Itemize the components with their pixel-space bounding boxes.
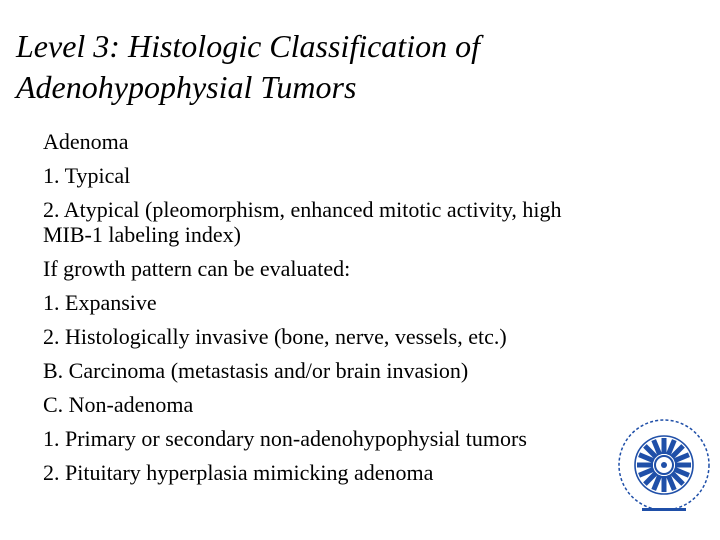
list-item-growth-pattern: If growth pattern can be evaluated: — [43, 255, 351, 281]
slide-title — [16, 26, 696, 108]
list-item-carcinoma: B. Carcinoma (metastasis and/or brain invasion) — [43, 357, 469, 383]
title-line-1: Level 3: Histologic Classification of — [16, 28, 480, 64]
list-item-invasive: 2. Histologically invasive (bone, nerve, vessels, etc.) — [43, 323, 507, 349]
classification-list — [43, 130, 673, 495]
list-item-expansive: 1. Expansive — [43, 289, 157, 315]
list-item-hyperplasia: 2. Pituitary hyperplasia mimicking adenoma — [43, 459, 434, 485]
title-line-2: Adenohypophysial Tumors — [16, 69, 357, 105]
list-item-typical: 1. Typical — [43, 163, 131, 188]
list-item-atypical-line-1: 2. Atypical (pleomorphism, enhanced mitotic activity, high — [43, 197, 562, 222]
list-item-atypical — [43, 198, 673, 247]
list-item-non-adenoma: C. Non-adenoma — [43, 391, 194, 417]
list-item-atypical-line-2: MIB-1 labeling index) — [43, 221, 241, 247]
list-item-primary-secondary: 1. Primary or secondary non-adenohypophysial tumors — [43, 425, 527, 451]
list-item-adenoma: Adenoma — [43, 129, 129, 154]
university-seal-icon — [614, 410, 714, 520]
